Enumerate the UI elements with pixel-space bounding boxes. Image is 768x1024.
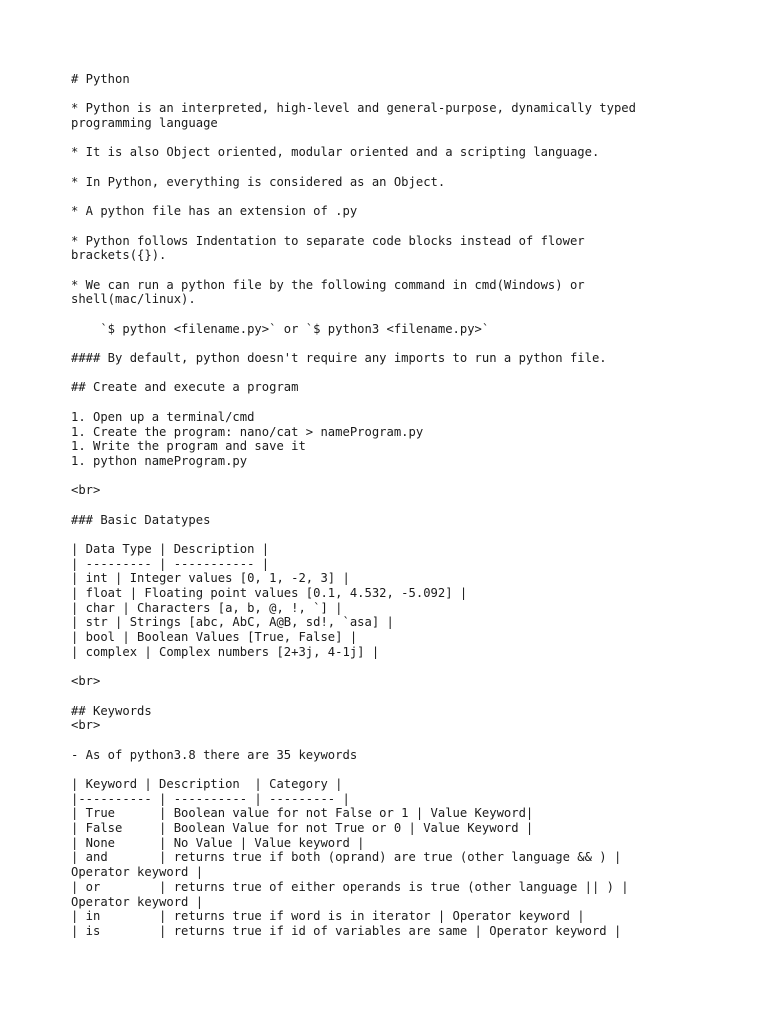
table-row-line: | char | Characters [a, b, @, !, `] |	[71, 600, 343, 615]
blank-line	[71, 395, 731, 410]
blank-line	[71, 160, 731, 175]
table-row-line: | Data Type | Description |	[71, 542, 270, 556]
blank-line	[71, 733, 731, 748]
text-line: <br>	[71, 483, 101, 498]
table-row-line: |---------- | ---------- | --------- |	[71, 791, 350, 806]
table-row-line: | int | Integer values [0, 1, -2, 3] |	[71, 571, 350, 586]
bullet-line: * Python is an interpreted, high-level and general-purpose, dynamically typed	[71, 101, 636, 116]
table-row-line: | True | Boolean value for not False or 1 | Value Keyword|	[71, 806, 534, 821]
table-row-line: | bool | Boolean Values [True, False] |	[71, 630, 358, 645]
bullet-line: * A python file has an extension of .py	[71, 204, 358, 219]
blank-line	[71, 527, 731, 542]
blank-line	[71, 219, 731, 234]
text-line: programming language	[71, 116, 218, 131]
blank-line	[71, 87, 731, 102]
blank-line	[71, 131, 731, 146]
heading-line: # Python	[71, 72, 130, 86]
blank-line	[71, 762, 731, 777]
text-line: <br>	[71, 674, 101, 689]
bullet-line: * It is also Object oriented, modular oriented and a scripting language.	[71, 145, 600, 160]
text-line: `$ python <filename.py>` or `$ python3 <filename.py>`	[71, 321, 490, 336]
markdown-document	[71, 72, 731, 939]
text-line: <br>	[71, 718, 101, 733]
heading-line: ## Keywords	[71, 703, 152, 718]
table-row-line: | or | returns true of either operands is true (other language || ) |	[71, 879, 629, 894]
blank-line	[71, 660, 731, 675]
table-row-line: | False | Boolean Value for not True or 0 | Value Keyword |	[71, 821, 534, 836]
bullet-line: * In Python, everything is considered as an Object.	[71, 174, 446, 189]
table-row-line: | in | returns true if word is in iterator | Operator keyword |	[71, 909, 585, 924]
blank-line	[71, 498, 731, 513]
table-row-line: | Keyword | Description | Category |	[71, 777, 343, 791]
table-row-line: | complex | Complex numbers [2+3j, 4-1j] |	[71, 644, 380, 659]
table-row-line: | None | No Value | Value keyword |	[71, 835, 365, 850]
text-line: Operator keyword |	[71, 894, 204, 909]
bullet-line: - As of python3.8 there are 35 keywords	[71, 747, 358, 762]
text-line: shell(mac/linux).	[71, 292, 196, 307]
text-line: brackets({}).	[71, 248, 167, 263]
table-row-line: | is | returns true if id of variables are same | Operator keyword |	[71, 923, 622, 938]
blank-line	[71, 366, 731, 381]
list-item-line: 1. python nameProgram.py	[71, 453, 248, 468]
table-row-line: | str | Strings [abc, AbC, A@B, sd!, `asa] |	[71, 615, 394, 630]
blank-line	[71, 336, 731, 351]
text-line: Operator keyword |	[71, 865, 204, 880]
list-item-line: 1. Open up a terminal/cmd	[71, 409, 255, 424]
heading-line: ### Basic Datatypes	[71, 512, 211, 527]
table-row-line: | and | returns true if both (oprand) are true (other language && ) |	[71, 850, 622, 865]
table-row-line: | --------- | ----------- |	[71, 556, 270, 571]
bullet-line: * Python follows Indentation to separate code blocks instead of flower	[71, 233, 585, 248]
blank-line	[71, 263, 731, 278]
blank-line	[71, 689, 731, 704]
list-item-line: 1. Write the program and save it	[71, 439, 306, 454]
blank-line	[71, 469, 731, 484]
bullet-line: * We can run a python file by the following command in cmd(Windows) or	[71, 277, 585, 292]
table-row-line: | float | Floating point values [0.1, 4.532, -5.092] |	[71, 586, 468, 601]
heading-line: ## Create and execute a program	[71, 380, 299, 395]
list-item-line: 1. Create the program: nano/cat > nameProgram.py	[71, 424, 424, 439]
heading-line: #### By default, python doesn't require any imports to run a python file.	[71, 351, 607, 366]
blank-line	[71, 307, 731, 322]
blank-line	[71, 190, 731, 205]
